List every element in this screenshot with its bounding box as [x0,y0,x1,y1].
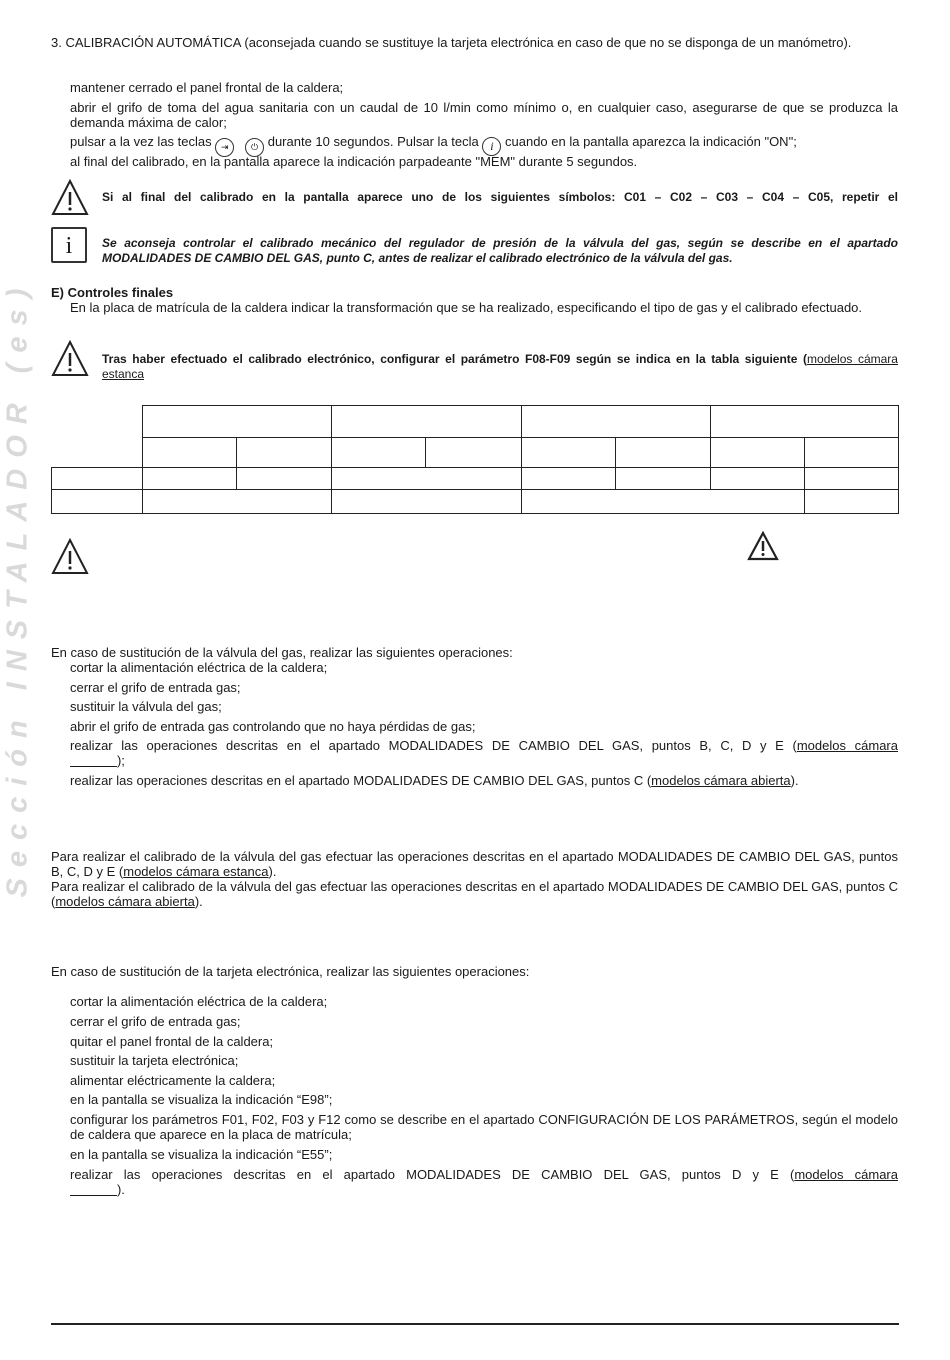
calibration-step-3-start: pulsar a la vez las teclas [70,134,212,149]
calibration-warning-text: Si al final del calibrado en la pantalla aparece uno de los siguientes símbolos: C01 – C02 – C03 – C04 – C05, repetir el [102,190,898,204]
valve-replace-step-6-link: modelos cámara abierta [651,773,791,788]
table-row [52,406,899,438]
calibration-step-3-end: cuando en la pantalla aparezca la indicación "ON"; [505,134,797,149]
final-checks-heading: E) Controles finales [51,285,174,300]
board-replace-step-9-end: ). [116,1182,125,1197]
board-replace-intro: En caso de sustitución de la tarjeta electrónica, realizar las siguientes operaciones: [51,964,530,979]
final-checks-warning [102,352,898,382]
warning-icon [51,538,89,576]
calibration-heading: 3. CALIBRACIÓN AUTOMÁTICA (aconsejada cuando se sustituye la tarjeta electrónica en caso de que no se disponga de un manómetro). [51,35,852,50]
parameter-table [51,405,899,514]
section-side-label: Sección INSTALADOR (es) [1,277,34,898]
calibration-step-2: abrir el grifo de toma del agua sanitaria con un caudal de 10 l/min como mínimo o, en cualquier caso, asegurarse de que se produzca la demanda máxima de calor; [70,100,898,130]
valve-replace-step-5-link: modelos cámara [796,738,898,753]
final-checks-warning-text: Tras haber efectuado el calibrado electrónico, configurar el parámetro F08-F09 según se indica en la tabla siguiente ( [102,352,808,366]
board-replace-step-7: configurar los parámetros F01, F02, F03 y F12 como se describe en el apartado CONFIGURACIÓN DE LOS PARÁMETROS, según el modelo de caldera que aparece en la placa de matrícula; [70,1112,898,1142]
board-replace-step-9-text: realizar las operaciones descritas en el apartado MODALIDADES DE CAMBIO DEL GAS, puntos D y E ( [70,1167,795,1182]
board-replace-step-9 [70,1167,898,1197]
board-replace-step-5: alimentar eléctricamente la caldera; [70,1073,276,1088]
valve-calibration-p1-text: Para realizar el calibrado de la válvula del gas efectuar las operaciones descritas en el apartado MODALIDADES DE CAMBIO DEL GAS, puntos B, C, D y E ( [51,849,898,879]
calibration-info-text: Se aconseja controlar el calibrado mecánico del regulador de presión de la válvula del gas, según se describe en el apartado MODALIDADES DE CAMBIO DEL GAS, punto C, antes de realizar el calibrado electrónico de la válvula del gas. [102,236,898,265]
reset-key-icon: ⇥ [215,138,234,157]
valve-calibration-p2-end: ). [194,894,203,909]
board-replace-step-8: en la pantalla se visualiza la indicación “E55”; [70,1147,333,1162]
valve-replace-step-5-end: ); [116,753,125,768]
warning-icon [51,179,89,217]
warning-icon [747,531,779,561]
board-replace-step-6: en la pantalla se visualiza la indicación “E98”; [70,1092,333,1107]
valve-replace-step-5-text: realizar las operaciones descritas en el apartado MODALIDADES DE CAMBIO DEL GAS, puntos B, C, D y E ( [70,738,797,753]
information-icon: i [51,227,87,263]
valve-calibration-p2-text: Para realizar el calibrado de la válvula del gas efectuar las operaciones descritas en el apartado MODALIDADES DE CAMBIO DEL GAS, puntos C ( [51,879,898,909]
valve-calibration-paragraph-1 [51,849,898,879]
table-row [52,438,899,468]
board-replace-step-4: sustituir la tarjeta electrónica; [70,1053,239,1068]
valve-replace-step-4: abrir el grifo de entrada gas controlando que no haya pérdidas de gas; [70,719,476,734]
power-key-icon: ⏻ [245,138,264,157]
valve-calibration-paragraph-2 [51,879,898,909]
info-key-icon: i [482,137,501,156]
valve-replace-step-5 [70,738,898,768]
board-replace-step-3: quitar el panel frontal de la caldera; [70,1034,274,1049]
final-checks-warning-link: modelos cámara estanca [102,352,898,381]
board-replace-step-1: cortar la alimentación eléctrica de la caldera; [70,994,328,1009]
footer-divider [51,1323,899,1325]
table-row [52,490,899,514]
valve-replace-step-1: cortar la alimentación eléctrica de la caldera; [70,660,328,675]
valve-replace-step-3: sustituir la válvula del gas; [70,699,222,714]
valve-calibration-p1-end: ). [268,864,277,879]
calibration-step-3-middle: durante 10 segundos. Pulsar la tecla [267,134,479,149]
final-checks-text: En la placa de matrícula de la caldera indicar la transformación que se ha realizado, especificando el tipo de gas y el calibrado efectuado. [70,300,863,315]
valve-replace-step-6-text: realizar las operaciones descritas en el apartado MODALIDADES DE CAMBIO DEL GAS, puntos C ( [70,773,652,788]
calibration-step-4: al final del calibrado, en la pantalla aparece la indicación parpadeante "MEM" durante 5 segundos. [70,154,638,169]
board-replace-step-9-link: modelos cámara [794,1167,898,1182]
valve-calibration-p2-link: modelos cámara abierta [55,894,195,909]
board-replace-step-2: cerrar el grifo de entrada gas; [70,1014,241,1029]
valve-replace-intro: En caso de sustitución de la válvula del gas, realizar las siguientes operaciones: [51,645,513,660]
valve-replace-step-6 [70,773,898,788]
warning-icon [51,340,89,378]
calibration-step-1: mantener cerrado el panel frontal de la caldera; [70,80,344,95]
table-row [52,468,899,490]
valve-replace-step-6-end: ). [790,773,799,788]
valve-calibration-p1-link: modelos cámara estanca [123,864,269,879]
valve-replace-step-2: cerrar el grifo de entrada gas; [70,680,241,695]
